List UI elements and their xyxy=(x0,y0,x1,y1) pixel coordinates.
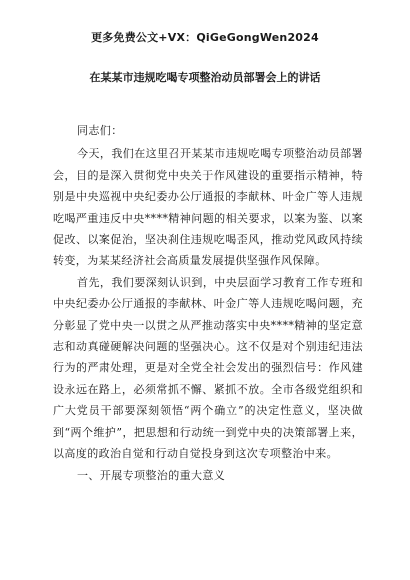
paragraph-1: 今天，我们在这里召开某某市违规吃喝专项整治动员部署会，目的是深入贯彻党中央关于作风建设的重要指示精神，特别是中央巡视中央纪委办公厅通报的李献林、叶金广等人违规吃喝严重违反中央****精神问题的相关要求，以案为鉴、以案促改、以案促治，坚决刹住违规吃喝歪风，推动党风政风持续转变，为某某经济社会高质量发展提供坚强作风保障。 xyxy=(53,147,363,268)
paragraph-2: 首先，我们要深刻认识到，中央层面学习教育工作专班和中央纪委办公厅通报的李献林、叶金广等人违规吃喝问题，充分彰显了党中央一以贯之从严推动落实中央****精神的坚定意志和动真碰硬解决问题的坚强决心。这不仅是对个别违纪违法行为的严肃处理，更是对全党全社会发出的强烈信号：作风建设永远在路上，必须常抓不懈、紧抓不放。全市各级党组织和广大党员干部要深刻领悟“两个确立”的决定性意义，坚决做到“两个维护”，把思想和行动统一到党中央的决策部署上来，以高度的政治自觉和行动自觉投身到这次专项整治中来。 xyxy=(53,275,363,461)
section-heading: 一、开展专项整治的重大意义 xyxy=(77,468,226,482)
salutation: 同志们： xyxy=(77,124,123,137)
document-title: 在某某市违规吃喝专项整治动员部署会上的讲话 xyxy=(89,71,321,84)
page-header: 更多免费公文+VX：QiGeGongWen2024 xyxy=(91,31,319,44)
document-body xyxy=(53,120,363,486)
